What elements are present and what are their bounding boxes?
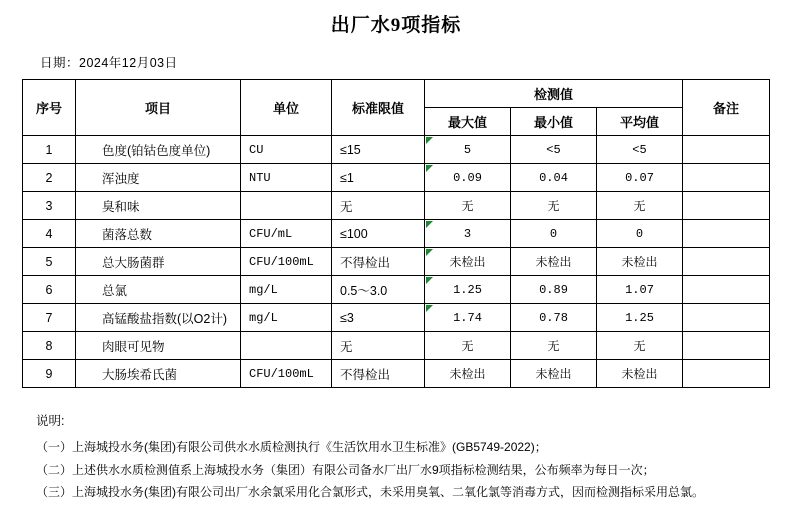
cell-limit: ≤1 [332,164,425,192]
cell-item: 高锰酸盐指数(以O2计) [76,304,241,332]
cell-min: 未检出 [511,248,597,276]
cell-avg: <5 [597,136,683,164]
cell-unit: CFU/100mL [241,360,332,388]
table-header-row-1 [23,80,770,108]
notes-section [36,410,792,504]
cell-unit: CFU/100mL [241,248,332,276]
col-header-no: 序号 [23,80,76,136]
cell-max: 无 [425,192,511,220]
cell-note [683,304,770,332]
cell-unit: CU [241,136,332,164]
cell-limit: ≤3 [332,304,425,332]
cell-min: 无 [511,332,597,360]
cell-avg: 0 [597,220,683,248]
cell-unit: mg/L [241,304,332,332]
cell-item: 菌落总数 [76,220,241,248]
cell-avg: 未检出 [597,360,683,388]
cell-no: 1 [23,136,76,164]
cell-min: 无 [511,192,597,220]
cell-no: 3 [23,192,76,220]
cell-avg: 1.07 [597,276,683,304]
cell-item: 肉眼可见物 [76,332,241,360]
col-header-item: 项目 [76,80,241,136]
cell-item: 总氯 [76,276,241,304]
cell-item: 大肠埃希氏菌 [76,360,241,388]
cell-limit: 无 [332,192,425,220]
cell-note [683,360,770,388]
cell-note [683,332,770,360]
table-row [23,332,770,360]
report-date: 日期：2024年12月03日 [40,56,178,70]
cell-max: 5 [425,136,511,164]
cell-min: 0.89 [511,276,597,304]
cell-note [683,164,770,192]
cell-limit: 不得检出 [332,248,425,276]
table-row [23,220,770,248]
cell-unit: CFU/mL [241,220,332,248]
note-line: （一）上海城投水务(集团)有限公司供水水质检测执行《生活饮用水卫生标准》(GB5749-2022)； [36,439,547,454]
cell-limit: 0.5～3.0 [332,276,425,304]
col-header-avg: 平均值 [597,108,683,136]
col-header-unit: 单位 [241,80,332,136]
cell-no: 8 [23,332,76,360]
col-header-measured-group: 检测值 [425,80,683,108]
table-row [23,360,770,388]
cell-avg: 无 [597,332,683,360]
cell-note [683,248,770,276]
water-quality-table [22,79,770,388]
note-line: （三）上海城投水务(集团)有限公司出厂水余氯采用化合氯形式，未采用臭氧、二氧化氯等消毒方式，因而检测指标采用总氯。 [36,485,704,500]
cell-item: 臭和味 [76,192,241,220]
cell-max: 未检出 [425,248,511,276]
table-body [23,136,770,388]
cell-note [683,276,770,304]
cell-limit: ≤15 [332,136,425,164]
cell-item: 总大肠菌群 [76,248,241,276]
cell-max: 1.74 [425,304,511,332]
cell-note [683,136,770,164]
note-line: （二）上述供水水质检测值系上海城投水务（集团）有限公司备水厂出厂水9项指标检测结果，公布频率为每日一次； [36,462,655,477]
cell-note [683,192,770,220]
cell-avg: 未检出 [597,248,683,276]
col-header-min: 最小值 [511,108,597,136]
cell-limit: 无 [332,332,425,360]
cell-no: 5 [23,248,76,276]
table-row [23,192,770,220]
cell-min: 0 [511,220,597,248]
notes-label: 说明: [36,414,65,428]
page-title: 出厂水9项指标 [330,15,462,36]
table-row [23,248,770,276]
cell-no: 7 [23,304,76,332]
cell-min: <5 [511,136,597,164]
col-header-note: 备注 [683,80,770,136]
table-row [23,276,770,304]
cell-unit: NTU [241,164,332,192]
table-row [23,304,770,332]
cell-min: 0.78 [511,304,597,332]
cell-unit [241,332,332,360]
cell-item: 浑浊度 [76,164,241,192]
cell-unit: mg/L [241,276,332,304]
cell-limit: 不得检出 [332,360,425,388]
cell-limit: ≤100 [332,220,425,248]
cell-max: 无 [425,332,511,360]
cell-unit [241,192,332,220]
cell-no: 6 [23,276,76,304]
cell-max: 0.09 [425,164,511,192]
cell-no: 2 [23,164,76,192]
cell-no: 4 [23,220,76,248]
cell-item: 色度(铂钴色度单位) [76,136,241,164]
cell-max: 3 [425,220,511,248]
table-header [23,80,770,136]
cell-avg: 无 [597,192,683,220]
cell-min: 0.04 [511,164,597,192]
cell-no: 9 [23,360,76,388]
cell-avg: 1.25 [597,304,683,332]
cell-avg: 0.07 [597,164,683,192]
cell-max: 未检出 [425,360,511,388]
cell-min: 未检出 [511,360,597,388]
table-row [23,164,770,192]
cell-max: 1.25 [425,276,511,304]
cell-note [683,220,770,248]
table-row [23,136,770,164]
col-header-limit: 标准限值 [332,80,425,136]
col-header-max: 最大值 [425,108,511,136]
